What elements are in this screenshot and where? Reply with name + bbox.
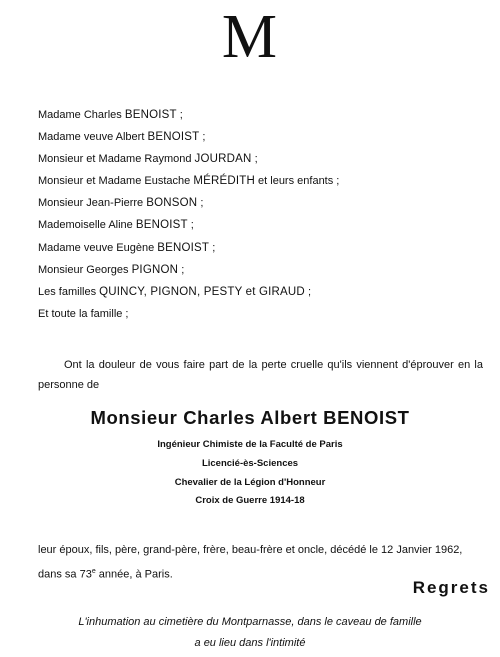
announcement-text: Ont la douleur de vous faire part de la perte cruelle qu'ils viennent d'éprouver en la personne de — [38, 359, 483, 391]
regrets-heading: Regrets — [412, 578, 490, 597]
family-line-prefix: Monsieur Georges — [38, 263, 129, 276]
family-line — [38, 303, 339, 325]
deceased-title: Croix de Guerre 1914-18 — [195, 495, 305, 507]
family-line-prefix: Monsieur et Madame Raymond — [38, 153, 192, 166]
family-line-suffix: ; — [251, 153, 258, 166]
family-line — [38, 104, 339, 126]
family-line — [38, 281, 339, 303]
deceased-name: Monsieur Charles Albert BENOIST — [90, 407, 410, 428]
family-line — [38, 170, 339, 192]
deceased-title: Chevalier de la Légion d'Honneur — [174, 476, 326, 488]
family-line-prefix: Monsieur et Madame Eustache — [38, 175, 191, 188]
family-surname: QUINCY, PIGNON, PESTY et GIRAUD — [99, 285, 305, 298]
family-line-prefix: Madame Charles — [38, 109, 122, 121]
family-line-suffix: ; — [176, 109, 183, 121]
family-line-suffix: ; — [304, 285, 312, 298]
family-surname: BENOIST — [157, 241, 210, 254]
ordinal-superscript: e — [91, 568, 96, 575]
family-line-prefix: Les familles — [38, 285, 97, 298]
death-notice-text: leur époux, fils, père, grand-père, frère, beau-frère et oncle, décédé le 12 Janvier 1962, dans sa 73 — [38, 544, 463, 581]
family-surname: BENOIST — [135, 219, 188, 232]
family-surname: BENOIST — [147, 131, 200, 144]
death-notice-end: année, à Paris. — [95, 568, 173, 581]
deceased-titles — [0, 436, 500, 511]
burial-line: L'inhumation au cimetière du Montparnasse, dans le caveau de famille — [78, 616, 422, 628]
family-line — [38, 126, 339, 148]
family-line-prefix: Madame veuve Eugène — [38, 241, 155, 254]
family-line — [38, 237, 339, 259]
family-line — [38, 148, 339, 170]
family-surname: JOURDAN — [194, 153, 252, 166]
family-surname: BONSON — [146, 197, 198, 210]
family-line — [38, 214, 339, 236]
family-line-prefix: Monsieur Jean-Pierre — [38, 197, 144, 210]
family-line-prefix: Mademoiselle Aline — [38, 219, 133, 232]
family-line-suffix: et leurs enfants ; — [254, 175, 340, 188]
burial-line: a eu lieu dans l'intimité — [194, 637, 306, 649]
family-list — [38, 104, 339, 325]
deceased-title: Licencié-ès-Sciences — [201, 457, 299, 469]
family-line-suffix: ; — [209, 241, 216, 254]
family-line-prefix: Madame veuve Albert — [38, 131, 145, 144]
family-line-suffix: ; — [199, 131, 206, 144]
burial-notice — [0, 612, 500, 654]
deceased-title: Ingénieur Chimiste de la Faculté de Paris — [157, 439, 343, 450]
decorative-initial: M — [221, 3, 279, 71]
family-line-suffix: ; — [197, 197, 204, 210]
family-surname: MÉRÉDITH — [193, 175, 255, 188]
family-surname: BENOIST — [124, 109, 177, 121]
family-line — [38, 259, 339, 281]
family-surname: PIGNON — [131, 263, 179, 276]
family-line-suffix: ; — [178, 263, 185, 276]
family-line-suffix: ; — [187, 219, 194, 232]
family-line-prefix: Et toute la famille ; — [38, 307, 129, 320]
family-line — [38, 192, 339, 214]
